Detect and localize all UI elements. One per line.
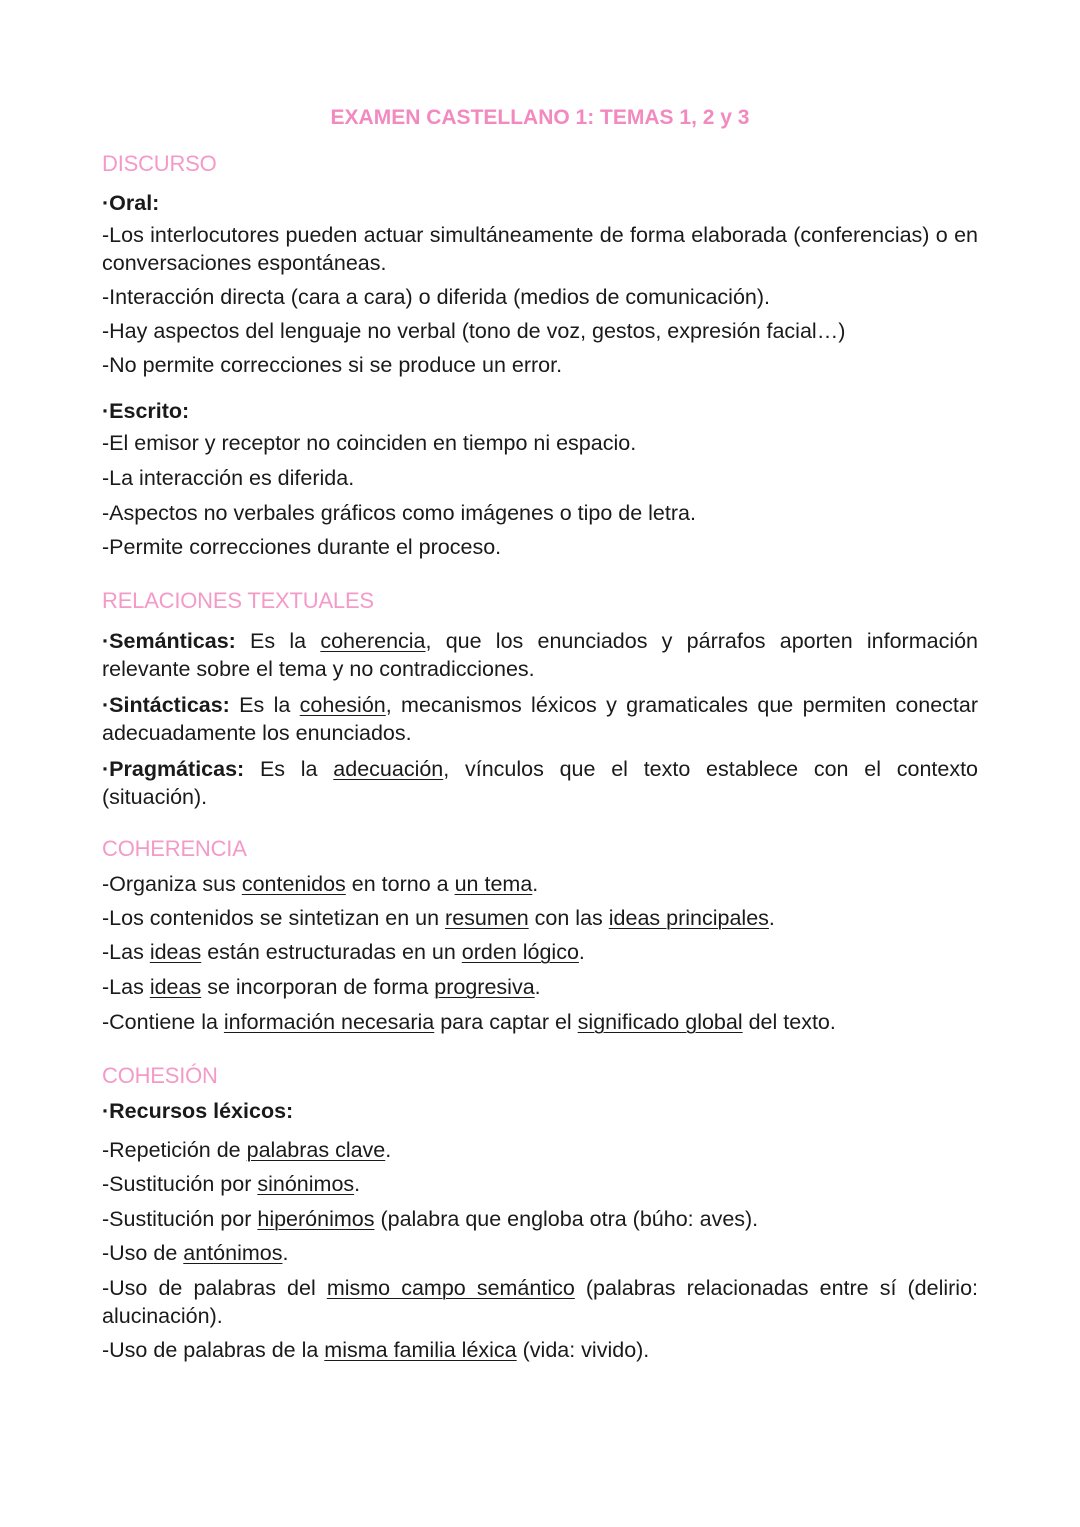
coherencia-line-3-text-c: . xyxy=(578,940,585,964)
coherencia-line-4-term-1: ideas xyxy=(149,975,202,999)
escrito-line-3: -Aspectos no verbales gráficos como imágenes o tipo de letra. xyxy=(102,501,696,525)
coherencia-line-3-term-2: orden lógico xyxy=(461,940,579,964)
cohesion-line-3-text-b: (palabra que engloba otra (búho: aves). xyxy=(374,1207,759,1231)
sintacticas-label: ·Sintácticas: xyxy=(102,693,230,717)
coherencia-line-4-text-b: se incorporan de forma xyxy=(201,975,435,999)
escrito-line-2: -La interacción es diferida. xyxy=(102,466,355,490)
cohesion-line-6-text-a: -Uso de palabras de la xyxy=(102,1338,325,1362)
semanticas-pre: Es la xyxy=(235,629,321,653)
sintacticas-post: , mecanismos léxicos y gramaticales que permiten conectar adecuadamente los enunciados. xyxy=(102,693,979,745)
document-title: EXAMEN CASTELLANO 1: TEMAS 1, 2 y 3 xyxy=(330,106,750,129)
semanticas-label: ·Semánticas: xyxy=(102,629,236,653)
cohesion-line-1-text-b: . xyxy=(385,1138,392,1162)
oral-line-1: -Los interlocutores pueden actuar simultáneamente de forma elaborada (conferencias) o en conversaciones espontáneas. xyxy=(102,223,978,275)
coherencia-line-2-term-2: ideas principales xyxy=(608,906,769,930)
oral-line-3: -Hay aspectos del lenguaje no verbal (tono de voz, gestos, expresión facial…) xyxy=(102,319,846,343)
coherencia-line-5-text-c: del texto. xyxy=(742,1010,836,1034)
coherencia-line-1-term-1: contenidos xyxy=(241,872,346,896)
coherencia-line-2-text-c: . xyxy=(768,906,775,930)
cohesion-line-5-text-a: -Uso de palabras del xyxy=(102,1276,327,1300)
coherencia-line-2-text-b: con las xyxy=(528,906,609,930)
section-heading-discurso: DISCURSO xyxy=(102,151,217,176)
cohesion-line-1-text-a: -Repetición de xyxy=(102,1138,247,1162)
coherencia-line-4 xyxy=(102,973,978,1001)
coherencia-line-5-term-2: significado global xyxy=(577,1010,743,1034)
coherencia-line-2 xyxy=(102,904,978,932)
cohesion-line-2-term: sinónimos xyxy=(257,1172,355,1196)
coherencia-line-1-text-a: -Organiza sus xyxy=(102,872,242,896)
coherencia-line-2-term-1: resumen xyxy=(445,906,529,930)
pragmaticas-pre: Es la xyxy=(244,757,334,781)
cohesion-line-6 xyxy=(102,1336,978,1364)
cohesion-line-2-text-b: . xyxy=(354,1172,361,1196)
coherencia-line-1-text-b: en torno a xyxy=(345,872,455,896)
semanticas-post: , que los enunciados y párrafos aporten información relevante sobre el tema y no contradicciones. xyxy=(102,629,979,681)
subheading-recursos-lexicos: ·Recursos léxicos: xyxy=(102,1099,294,1123)
cohesion-line-4-term: antónimos xyxy=(183,1241,283,1265)
relacion-sintacticas xyxy=(102,691,978,747)
coherencia-line-3-text-b: están estructuradas en un xyxy=(201,940,462,964)
coherencia-line-5-text-a: -Contiene la xyxy=(102,1010,224,1034)
coherencia-line-1 xyxy=(102,870,978,898)
oral-line-2: -Interacción directa (cara a cara) o diferida (medios de comunicación). xyxy=(102,285,770,309)
coherencia-line-1-text-c: . xyxy=(532,872,539,896)
coherencia-line-5 xyxy=(102,1008,978,1036)
sintacticas-term: cohesión xyxy=(299,693,386,717)
cohesion-line-4 xyxy=(102,1239,978,1267)
pragmaticas-term: adecuación xyxy=(333,757,444,781)
cohesion-line-4-text-a: -Uso de xyxy=(102,1241,184,1265)
cohesion-line-5 xyxy=(102,1274,978,1330)
cohesion-line-6-term: misma familia léxica xyxy=(324,1338,517,1362)
cohesion-line-3-text-a: -Sustitución por xyxy=(102,1207,258,1231)
coherencia-line-3-text-a: -Las xyxy=(102,940,150,964)
coherencia-line-4-text-a: -Las xyxy=(102,975,150,999)
sintacticas-pre: Es la xyxy=(229,693,300,717)
cohesion-line-2-text-a: -Sustitución por xyxy=(102,1172,258,1196)
escrito-line-1: -El emisor y receptor no coinciden en tiempo ni espacio. xyxy=(102,431,637,455)
coherencia-line-3-term-1: ideas xyxy=(149,940,202,964)
cohesion-line-1-term: palabras clave xyxy=(246,1138,386,1162)
coherencia-line-4-term-2: progresiva xyxy=(434,975,535,999)
oral-line-4: -No permite correcciones si se produce un error. xyxy=(102,353,563,377)
escrito-line-4: -Permite correcciones durante el proceso. xyxy=(102,535,502,559)
pragmaticas-label: ·Pragmáticas: xyxy=(102,757,245,781)
cohesion-line-1 xyxy=(102,1136,978,1164)
relacion-semanticas xyxy=(102,627,978,683)
section-heading-cohesion: COHESIÓN xyxy=(102,1063,218,1088)
subheading-escrito: ·Escrito: xyxy=(102,399,190,423)
cohesion-line-4-text-b: . xyxy=(282,1241,289,1265)
semanticas-term: coherencia xyxy=(320,629,426,653)
section-heading-coherencia: COHERENCIA xyxy=(102,836,247,861)
coherencia-line-1-term-2: un tema xyxy=(454,872,533,896)
coherencia-line-4-text-c: . xyxy=(534,975,541,999)
coherencia-line-5-term-1: información necesaria xyxy=(223,1010,435,1034)
coherencia-line-5-text-b: para captar el xyxy=(434,1010,578,1034)
section-heading-relaciones: RELACIONES TEXTUALES xyxy=(102,588,374,613)
cohesion-line-5-text-b: (palabras relacionadas entre sí (delirio: alucinación). xyxy=(102,1276,978,1328)
cohesion-line-2 xyxy=(102,1170,978,1198)
relacion-pragmaticas xyxy=(102,755,978,811)
coherencia-line-2-text-a: -Los contenidos se sintetizan en un xyxy=(102,906,446,930)
coherencia-line-3 xyxy=(102,938,978,966)
cohesion-line-3-term: hiperónimos xyxy=(257,1207,375,1231)
cohesion-line-5-term: mismo campo semántico xyxy=(326,1276,575,1300)
cohesion-line-6-text-b: (vida: vivido). xyxy=(516,1338,650,1362)
pragmaticas-post: , vínculos que el texto establece con el contexto (situación). xyxy=(102,757,979,809)
cohesion-line-3 xyxy=(102,1205,978,1233)
subheading-oral: ·Oral: xyxy=(102,191,160,215)
